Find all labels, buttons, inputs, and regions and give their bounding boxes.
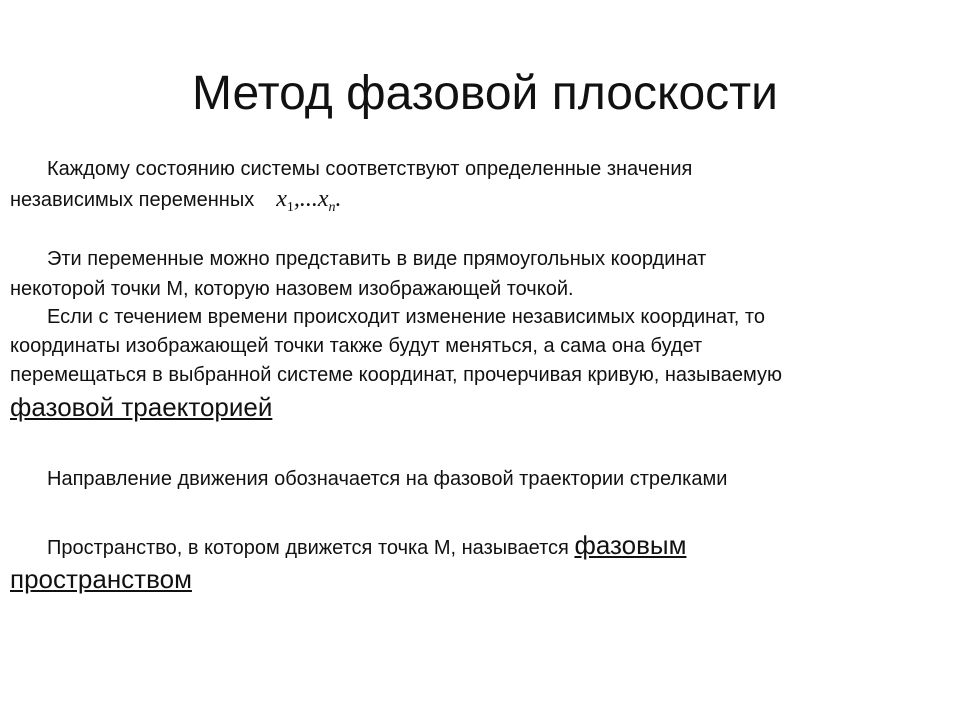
variables-formula: $x_1,...x_n$. [276,186,342,215]
paragraph-2-line-2: некоторой точки М, которую назовем изображающей точкой. [10,278,574,300]
paragraph-4-line-1: Направление движения обозначается на фазовой траектории стрелками [47,468,728,490]
paragraph-1-line-1: Каждому состоянию системы соответствуют определенные значения [47,158,693,180]
paragraph-3-line-2: координаты изображающей точки также будут меняться, а сама она будет [10,335,703,357]
paragraph-5-text: Пространство, в котором движется точка М, называется [47,537,569,559]
paragraph-1-line-2 [10,184,342,223]
paragraph-2-line-1: Эти переменные можно представить в виде прямоугольных координат [47,248,707,270]
paragraph-5-line-1 [10,530,686,563]
slide-title: Метод фазовой плоскости [192,67,778,120]
paragraph-3-line-3: перемещаться в выбранной системе координат, прочерчивая кривую, называемую [10,364,782,386]
paragraph-1-text: независимых переменных [10,189,255,211]
paragraph-3-line-1: Если с течением времени происходит изменение независимых координат, то [47,306,765,328]
phase-trajectory-term: фазовой траекторией [10,392,273,422]
phase-space-term-2: пространством [10,564,192,594]
phase-space-term-1: фазовым [574,530,687,560]
